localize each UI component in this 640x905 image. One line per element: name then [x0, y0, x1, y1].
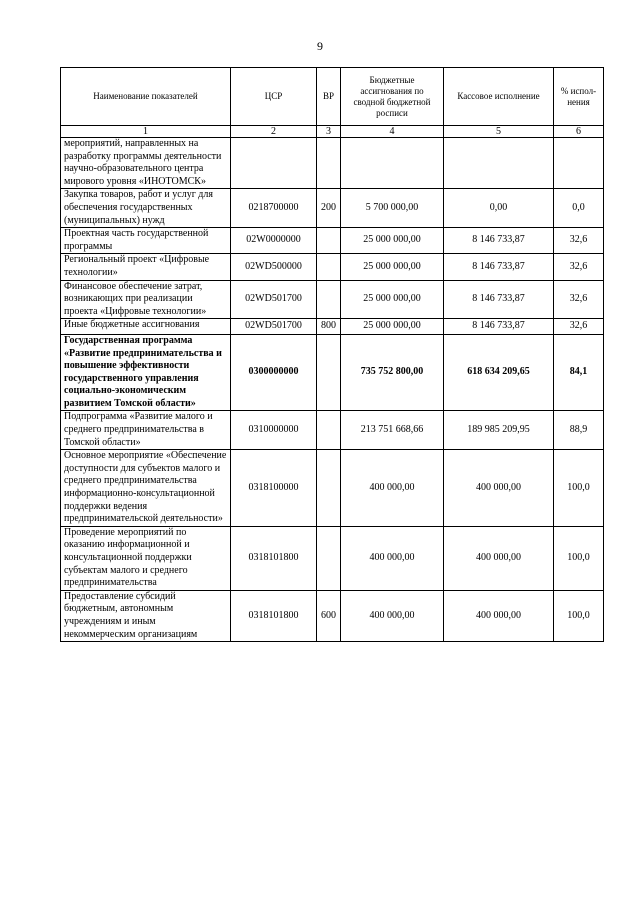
row-csr: [231, 138, 317, 189]
row-budget: 735 752 800,00: [341, 334, 444, 411]
row-percent: 84,1: [554, 334, 604, 411]
row-vr: [317, 411, 341, 450]
row-csr: 02WD501700: [231, 280, 317, 319]
row-csr: 0218700000: [231, 189, 317, 228]
row-name: Предоставление субсидий бюджетным, автономным учреждениям и иным некоммерческим организациям: [61, 590, 231, 641]
row-vr: [317, 280, 341, 319]
table-row: [61, 526, 604, 590]
row-csr: 0318100000: [231, 450, 317, 527]
row-name: Закупка товаров, работ и услуг для обеспечения государственных (муниципальных) нужд: [61, 189, 231, 228]
row-percent: 32,6: [554, 280, 604, 319]
row-percent: 32,6: [554, 254, 604, 280]
header-budget: Бюджетные ассигнования по сводной бюджетной росписи: [341, 68, 444, 126]
row-name: Региональный проект «Цифровые технологии»: [61, 254, 231, 280]
row-percent: 100,0: [554, 526, 604, 590]
table-row: [61, 590, 604, 641]
header-percent: % испол-нения: [554, 68, 604, 126]
table-row: [61, 280, 604, 319]
column-number: 2: [231, 126, 317, 138]
row-vr: [317, 450, 341, 527]
row-cash: 189 985 209,95: [444, 411, 554, 450]
row-budget: 5 700 000,00: [341, 189, 444, 228]
row-percent: 100,0: [554, 590, 604, 641]
budget-table: [60, 67, 604, 642]
row-cash: [444, 138, 554, 189]
header-name: Наименование показателей: [61, 68, 231, 126]
row-csr: 0300000000: [231, 334, 317, 411]
row-budget: 400 000,00: [341, 450, 444, 527]
row-csr: 02WD500000: [231, 254, 317, 280]
row-budget: 25 000 000,00: [341, 280, 444, 319]
table-row: [61, 138, 604, 189]
column-number: 4: [341, 126, 444, 138]
row-budget: 25 000 000,00: [341, 254, 444, 280]
row-cash: 8 146 733,87: [444, 254, 554, 280]
row-cash: 0,00: [444, 189, 554, 228]
table-row: [61, 254, 604, 280]
row-budget: 400 000,00: [341, 526, 444, 590]
row-name: Иные бюджетные ассигнования: [61, 319, 231, 335]
row-name: Подпрограмма «Развитие малого и среднего предпринимательства в Томской области»: [61, 411, 231, 450]
row-cash: 8 146 733,87: [444, 228, 554, 254]
row-cash: 400 000,00: [444, 590, 554, 641]
row-percent: 100,0: [554, 450, 604, 527]
row-vr: [317, 228, 341, 254]
row-budget: 25 000 000,00: [341, 228, 444, 254]
row-budget: 25 000 000,00: [341, 319, 444, 335]
row-name: Финансовое обеспечение затрат, возникающих при реализации проекта «Цифровые технологии»: [61, 280, 231, 319]
column-number: 1: [61, 126, 231, 138]
row-csr: 0318101800: [231, 590, 317, 641]
row-csr: 02W0000000: [231, 228, 317, 254]
table-row: [61, 319, 604, 335]
page-number: 9: [317, 39, 323, 53]
row-budget: 400 000,00: [341, 590, 444, 641]
row-csr: 0318101800: [231, 526, 317, 590]
row-percent: 32,6: [554, 319, 604, 335]
row-budget: 213 751 668,66: [341, 411, 444, 450]
row-name: мероприятий, направленных на разработку программы деятельности научно-образовательного центра мирового уровня «ИНОТОМСК»: [61, 138, 231, 189]
row-csr: 02WD501700: [231, 319, 317, 335]
column-number: 5: [444, 126, 554, 138]
row-name: Проектная часть государственной программы: [61, 228, 231, 254]
row-cash: 8 146 733,87: [444, 319, 554, 335]
row-cash: 618 634 209,65: [444, 334, 554, 411]
row-vr: [317, 254, 341, 280]
row-name: Проведение мероприятий по оказанию информационной и консультационной поддержки субъектам малого и среднего предпринимательства: [61, 526, 231, 590]
row-vr: [317, 334, 341, 411]
table-row: [61, 228, 604, 254]
row-cash: 400 000,00: [444, 450, 554, 527]
table-body: [61, 138, 604, 642]
row-vr: [317, 138, 341, 189]
table-row: [61, 411, 604, 450]
row-percent: 32,6: [554, 228, 604, 254]
row-cash: 8 146 733,87: [444, 280, 554, 319]
row-percent: 88,9: [554, 411, 604, 450]
row-name: Основное мероприятие «Обеспечение доступности для субъектов малого и среднего предпринимательства информационно-консультационной поддержки ведения предпринимательской деятельности»: [61, 450, 231, 527]
header-csr: ЦСР: [231, 68, 317, 126]
column-number: 3: [317, 126, 341, 138]
row-vr: 800: [317, 319, 341, 335]
row-name: Государственная программа «Развитие предпринимательства и повышение эффективности государственного управления социально-экономическим развитием Томской области»: [61, 334, 231, 411]
table-row: [61, 334, 604, 411]
header-cash: Кассовое исполнение: [444, 68, 554, 126]
table-row: [61, 450, 604, 527]
row-percent: [554, 138, 604, 189]
row-vr: 200: [317, 189, 341, 228]
table-row: [61, 189, 604, 228]
row-percent: 0,0: [554, 189, 604, 228]
row-vr: 600: [317, 590, 341, 641]
row-csr: 0310000000: [231, 411, 317, 450]
row-vr: [317, 526, 341, 590]
column-number: 6: [554, 126, 604, 138]
row-budget: [341, 138, 444, 189]
header-vr: ВР: [317, 68, 341, 126]
row-cash: 400 000,00: [444, 526, 554, 590]
